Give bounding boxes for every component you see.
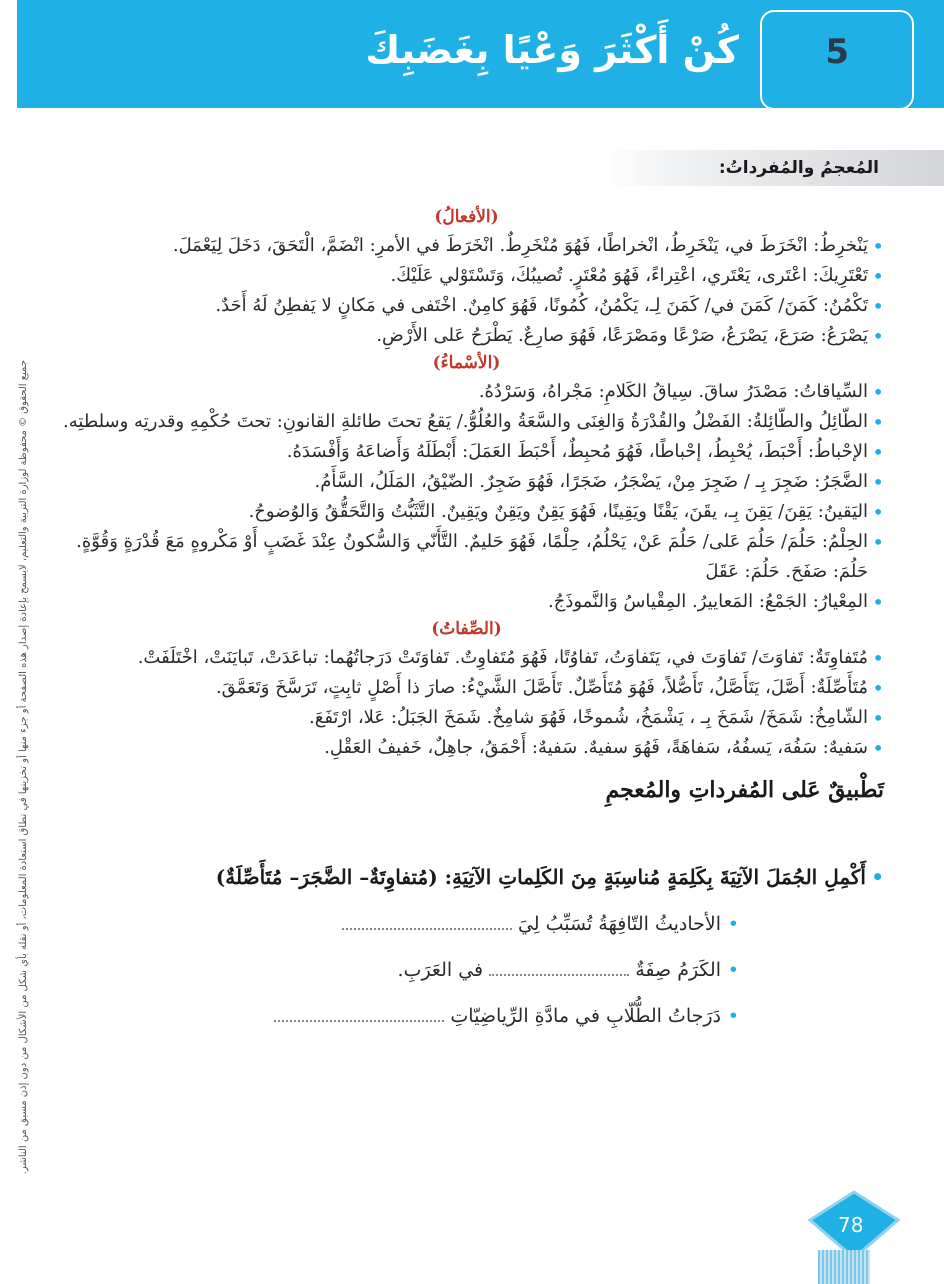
group-heading: (الأسْماءُ) [432, 353, 501, 373]
exercise-sentence-3 [49, 1005, 739, 1027]
vocab-item: • مُتَفاوِتَةٌ: تَفاوَتَ/ تَفاوَتَ في، يَتَفاوَتُ، تَفاوُتًا، فَهُوَ مُتَفاوِتٌ. تَفاوَتَتْ دَرَجاتُهُما: تباعَدَتْ، تَبايَنَتْ، اخْتَلَفَتْ. [49, 643, 884, 673]
lesson-title: كُنْ أَكْثَرَ وَعْيًا بِغَضَبِكَ [365, 28, 739, 72]
exercise-instruction: • أَكْمِلِ الجُمَلَ الآتِيَةَ بِكَلِمَةٍ مُناسِبَةٍ مِنَ الكَلِماتِ الآتِيَةِ: (مُتفاوِتَةٌ– الضَّجَرَ– مُتَأَصِّلَةٌ) [49, 865, 884, 889]
blank-field[interactable] [274, 1006, 444, 1022]
vocab-item: • مُتَأَصِّلَةٌ: أَصَّلَ، يَتَأَصَّلُ، تَأَصُّلاً، فَهُوَ مُتَأَصِّلٌ. تَأَصَّلَ الشَّيْءُ: صارَ ذا أَصْلٍ ثابِتٍ، تَرَسَّخَ وَتَعَمَّقَ. [49, 673, 884, 703]
unit-number: 5 [825, 32, 849, 72]
vocab-item: • السِّياقاتُ: مَصْدَرُ ساقَ. سِياقُ الكَلامِ: مَجْراهُ، وَسَرْدُهُ. [49, 377, 884, 407]
sentence-text: في العَرَبِ. [397, 959, 484, 981]
vocab-item: • الطّائِلُ والطّائِلةُ: الفَضْلُ والقُدْرَةُ وَالغِنَى والسَّعَةُ والعُلُوُّ./ يَقعُ تحتَ طائلةِ القانونِ: تحتَ حُكْمِهِ وقدرتِه وسلطتِه. [49, 407, 884, 437]
sentence-text: الكَرَمُ صِفَةٌ [635, 959, 721, 981]
group-nouns [49, 353, 884, 617]
group-verbs [49, 207, 884, 351]
copyright-side-note: جميع الحقوق © محفوظة لوزارة التربية والتعليم، لايسمح بإعادة إصدار هذه الصفحة أو جزء منها أو تخزينها في نطاق استعادة المعلومات، أو نقله بأي شكل من الأشكال من دون إذن مسبق من الناشر. [18, 360, 29, 1175]
vocab-item: • يَنْخرِطُ: انْخَرَطَ في، يَنْخَرِطُ، انْخراطًا، فَهُوَ مُنْخَرِطٌ. انْخَرَطَ في الأمرِ: انْضَمَّ، الْتَحَقَ، دَخَلَ لِيَعْمَلَ. [49, 231, 884, 261]
page-number: 78 [838, 1213, 864, 1237]
vocab-item: • الضَّجَرُ: ضَجِرَ بِـ / ضَجِرَ مِنْ، يَضْجَرُ، ضَجَرًا، فَهُوَ ضَجِرٌ. الضّيْقُ، المَلَلُ، السَّأَمُ. [49, 467, 884, 497]
vocab-item: • تَكْمُنُ: كَمَنَ/ كَمَنَ في/ كَمَنَ لِـ، يَكْمُنُ، كُمُونًا، فَهُوَ كامِنٌ. اخْتَفى في مَكانٍ لا يَفطِنُ لَهُ أَحَدٌ. [49, 291, 884, 321]
vocab-item: • سَفيهٌ: سَفُهَ، يَسفُهُ، سَفاهَةً، فَهُوَ سفيهٌ. سَفيهٌ: أَحْمَقُ، جاهِلٌ، خَفيفُ العَقْلِ. [49, 733, 884, 763]
group-heading: (الأفعالُ) [434, 207, 499, 227]
corner-decoration [818, 1250, 870, 1284]
vocabulary-content [49, 205, 884, 1027]
exercise-sentence-2 [49, 959, 739, 981]
group-adjectives [49, 619, 884, 763]
vocab-item: • الإحْباطُ: أَحْبَطَ، يُحْبِطُ، إحْباطًا، فَهُوَ مُحبِطٌ، أَحْبَطَ العَمَلَ: أَبْطَلَهُ وَأَضاعَهُ وَأَفْسَدَهُ. [49, 437, 884, 467]
vocab-item: • اليَقينُ: يَقِنَ/ يَقِنَ بِـ، يقَنَ، يَقْنًا ويَقِينًا، فَهُوَ يَقِنٌ ويَقِنٌ ويَقِينٌ. التَّثَبُّتُ وَالتَّحَقُّقُ وَالوُضوحُ. [49, 497, 884, 527]
vocab-item: • تَعْتَرِيكَ: اعْتَرى، يَعْتَري، اعْتِراءً، فَهُوَ مُعْتَرٍ. تُصيبُكَ، وَتَسْتَوْلي عَلَيْكَ. [49, 261, 884, 291]
sentence-text: الأحاديثُ التّافِهَةُ تُسَبِّبُ لِيَ [517, 913, 721, 935]
sentence-text: دَرَجاتُ الطُّلّابِ في مادَّةِ الرِّياضِيّاتِ [450, 1005, 721, 1027]
blank-field[interactable] [342, 914, 512, 930]
vocab-item: • الحِلْمُ: حَلُمَ/ حَلُمَ عَلى/ حَلُمَ عَنْ، يَحْلُمُ، حِلْمًا، فَهُوَ حَليمٌ. التَّأَنّي وَالسُّكونُ عِنْدَ غَضَبٍ أَوْ مَكْروهٍ مَعَ قُدْرَةٍ وَقُوَّةٍ. حَلُمَ: صَفَحَ. حَلُمَ: عَقَلَ [49, 527, 884, 587]
section-title: المُعجمُ والمُفرداتُ: [718, 158, 879, 178]
vocab-item: • المِعْيارُ: الجَمْعُ: المَعاييرُ. المِقْياسُ وَالنَّموذَجُ. [49, 587, 884, 617]
group-heading: (الصِّفاتُ) [431, 619, 502, 639]
vocab-item: • يَصْرَعُ: صَرَعَ، يَصْرَعُ، صَرْعًا ومَصْرَعًا، فَهُوَ صارِعٌ. يَطْرَحُ عَلى الأَرْضِ. [49, 321, 884, 351]
vocab-item: • الشّامِخُ: شَمَخَ/ شَمَخَ بِـ ، يَشْمَخُ، شُموخًا، فَهُوَ شامِخٌ. شَمَخَ الجَبَلُ: عَلا، ارْتَفَعَ. [49, 703, 884, 733]
practice-title: تَطْبيقٌ عَلى المُفرداتِ والمُعجمِ [605, 777, 884, 803]
exercise-sentence-1 [49, 913, 739, 935]
blank-field[interactable] [489, 960, 629, 976]
